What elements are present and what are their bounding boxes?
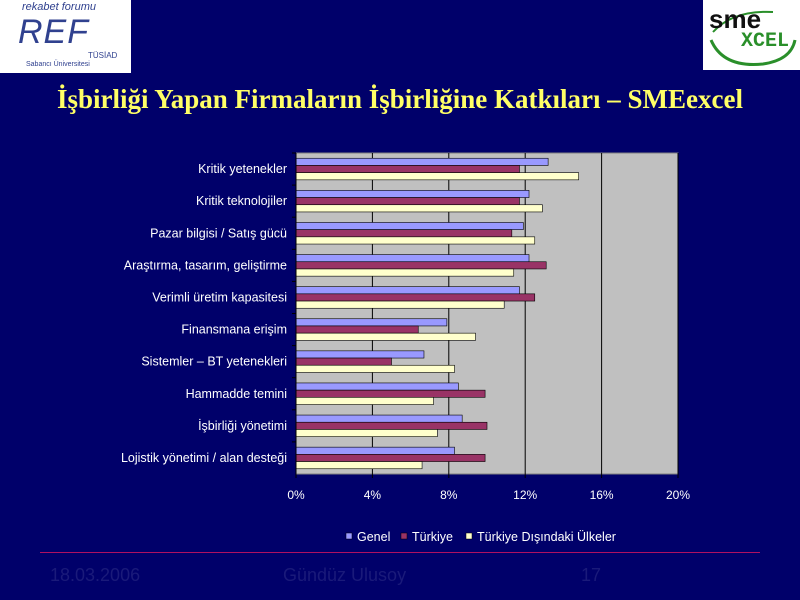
category-label: Sistemler – BT yetenekleri (141, 354, 287, 369)
category-label: Araştırma, tasarım, geliştirme (123, 258, 287, 273)
bar-genel (296, 158, 548, 165)
ref-logo-org: TÜSİAD (88, 51, 118, 60)
bar-diger (296, 173, 579, 180)
footer-date: 18.03.2006 (50, 565, 141, 585)
bar-turkiye (296, 358, 392, 365)
x-tick-label: 16% (589, 488, 614, 502)
bar-diger (296, 269, 514, 276)
bar-diger (296, 205, 542, 212)
bar-turkiye (296, 262, 546, 269)
ref-logo-tagline: rekabet forumu (22, 1, 96, 13)
x-tick-label: 12% (513, 488, 538, 502)
bar-turkiye (296, 422, 487, 429)
x-tick-label: 8% (440, 488, 458, 502)
bar-diger (296, 365, 455, 372)
x-tick-label: 20% (665, 488, 691, 502)
chart-x-tick-labels (287, 488, 690, 502)
category-label: Finansmana erişim (181, 322, 287, 337)
category-label: Verimli üretim kapasitesi (152, 290, 287, 305)
bar-diger (296, 397, 434, 404)
footer-author: Gündüz Ulusoy (283, 565, 407, 585)
category-label: Hammadde temini (185, 386, 287, 401)
bar-genel (296, 415, 462, 422)
smexcel-logo-xcel: XCEL (741, 30, 790, 53)
bar-turkiye (296, 390, 485, 397)
ref-logo-university: Sabancı Üniversitesi (26, 61, 90, 68)
smexcel-logo-sme: sme (709, 4, 762, 34)
legend-label: Türkiye (412, 530, 453, 544)
bar-turkiye (296, 454, 485, 461)
bar-diger (296, 333, 476, 340)
bar-turkiye (296, 230, 512, 237)
bar-diger (296, 237, 535, 244)
x-tick-label: 0% (287, 488, 305, 502)
category-label: Kritik yetenekler (198, 162, 287, 177)
x-tick-label: 4% (363, 488, 382, 502)
ref-logo-mark: REF (18, 13, 89, 51)
bar-genel (296, 351, 424, 358)
bar-turkiye (296, 294, 535, 301)
category-label: Lojistik yönetimi / alan desteği (120, 450, 287, 465)
footer-divider (40, 552, 760, 553)
legend-swatch (466, 533, 472, 539)
bar-genel (296, 383, 458, 390)
bar-genel (296, 447, 455, 454)
bar-turkiye (296, 326, 418, 333)
chart-category-labels (121, 162, 287, 465)
footer-page-number: 17 (581, 565, 602, 585)
bar-genel (296, 255, 529, 262)
bar-turkiye (296, 198, 519, 205)
bar-genel (296, 222, 523, 229)
category-label: Kritik teknolojiler (195, 194, 287, 209)
category-label: İşbirliği yönetimi (198, 418, 287, 433)
legend-swatch (346, 533, 352, 539)
chart-legend (346, 530, 616, 544)
bar-diger (296, 301, 504, 308)
bar-diger (296, 462, 422, 469)
bar-genel (296, 287, 519, 294)
legend-swatch (401, 533, 407, 539)
slide-title: İşbirliği Yapan Firmaların İşbirliğine Katkıları – SMEexcel (56, 84, 743, 114)
legend-label: Türkiye Dışındaki Ülkeler (477, 530, 616, 544)
legend-label: Genel (357, 530, 391, 544)
bar-genel (296, 190, 529, 197)
bar-genel (296, 319, 447, 326)
bar-diger (296, 429, 437, 436)
bar-turkiye (296, 165, 519, 172)
category-label: Pazar bilgisi / Satış gücü (150, 226, 287, 241)
